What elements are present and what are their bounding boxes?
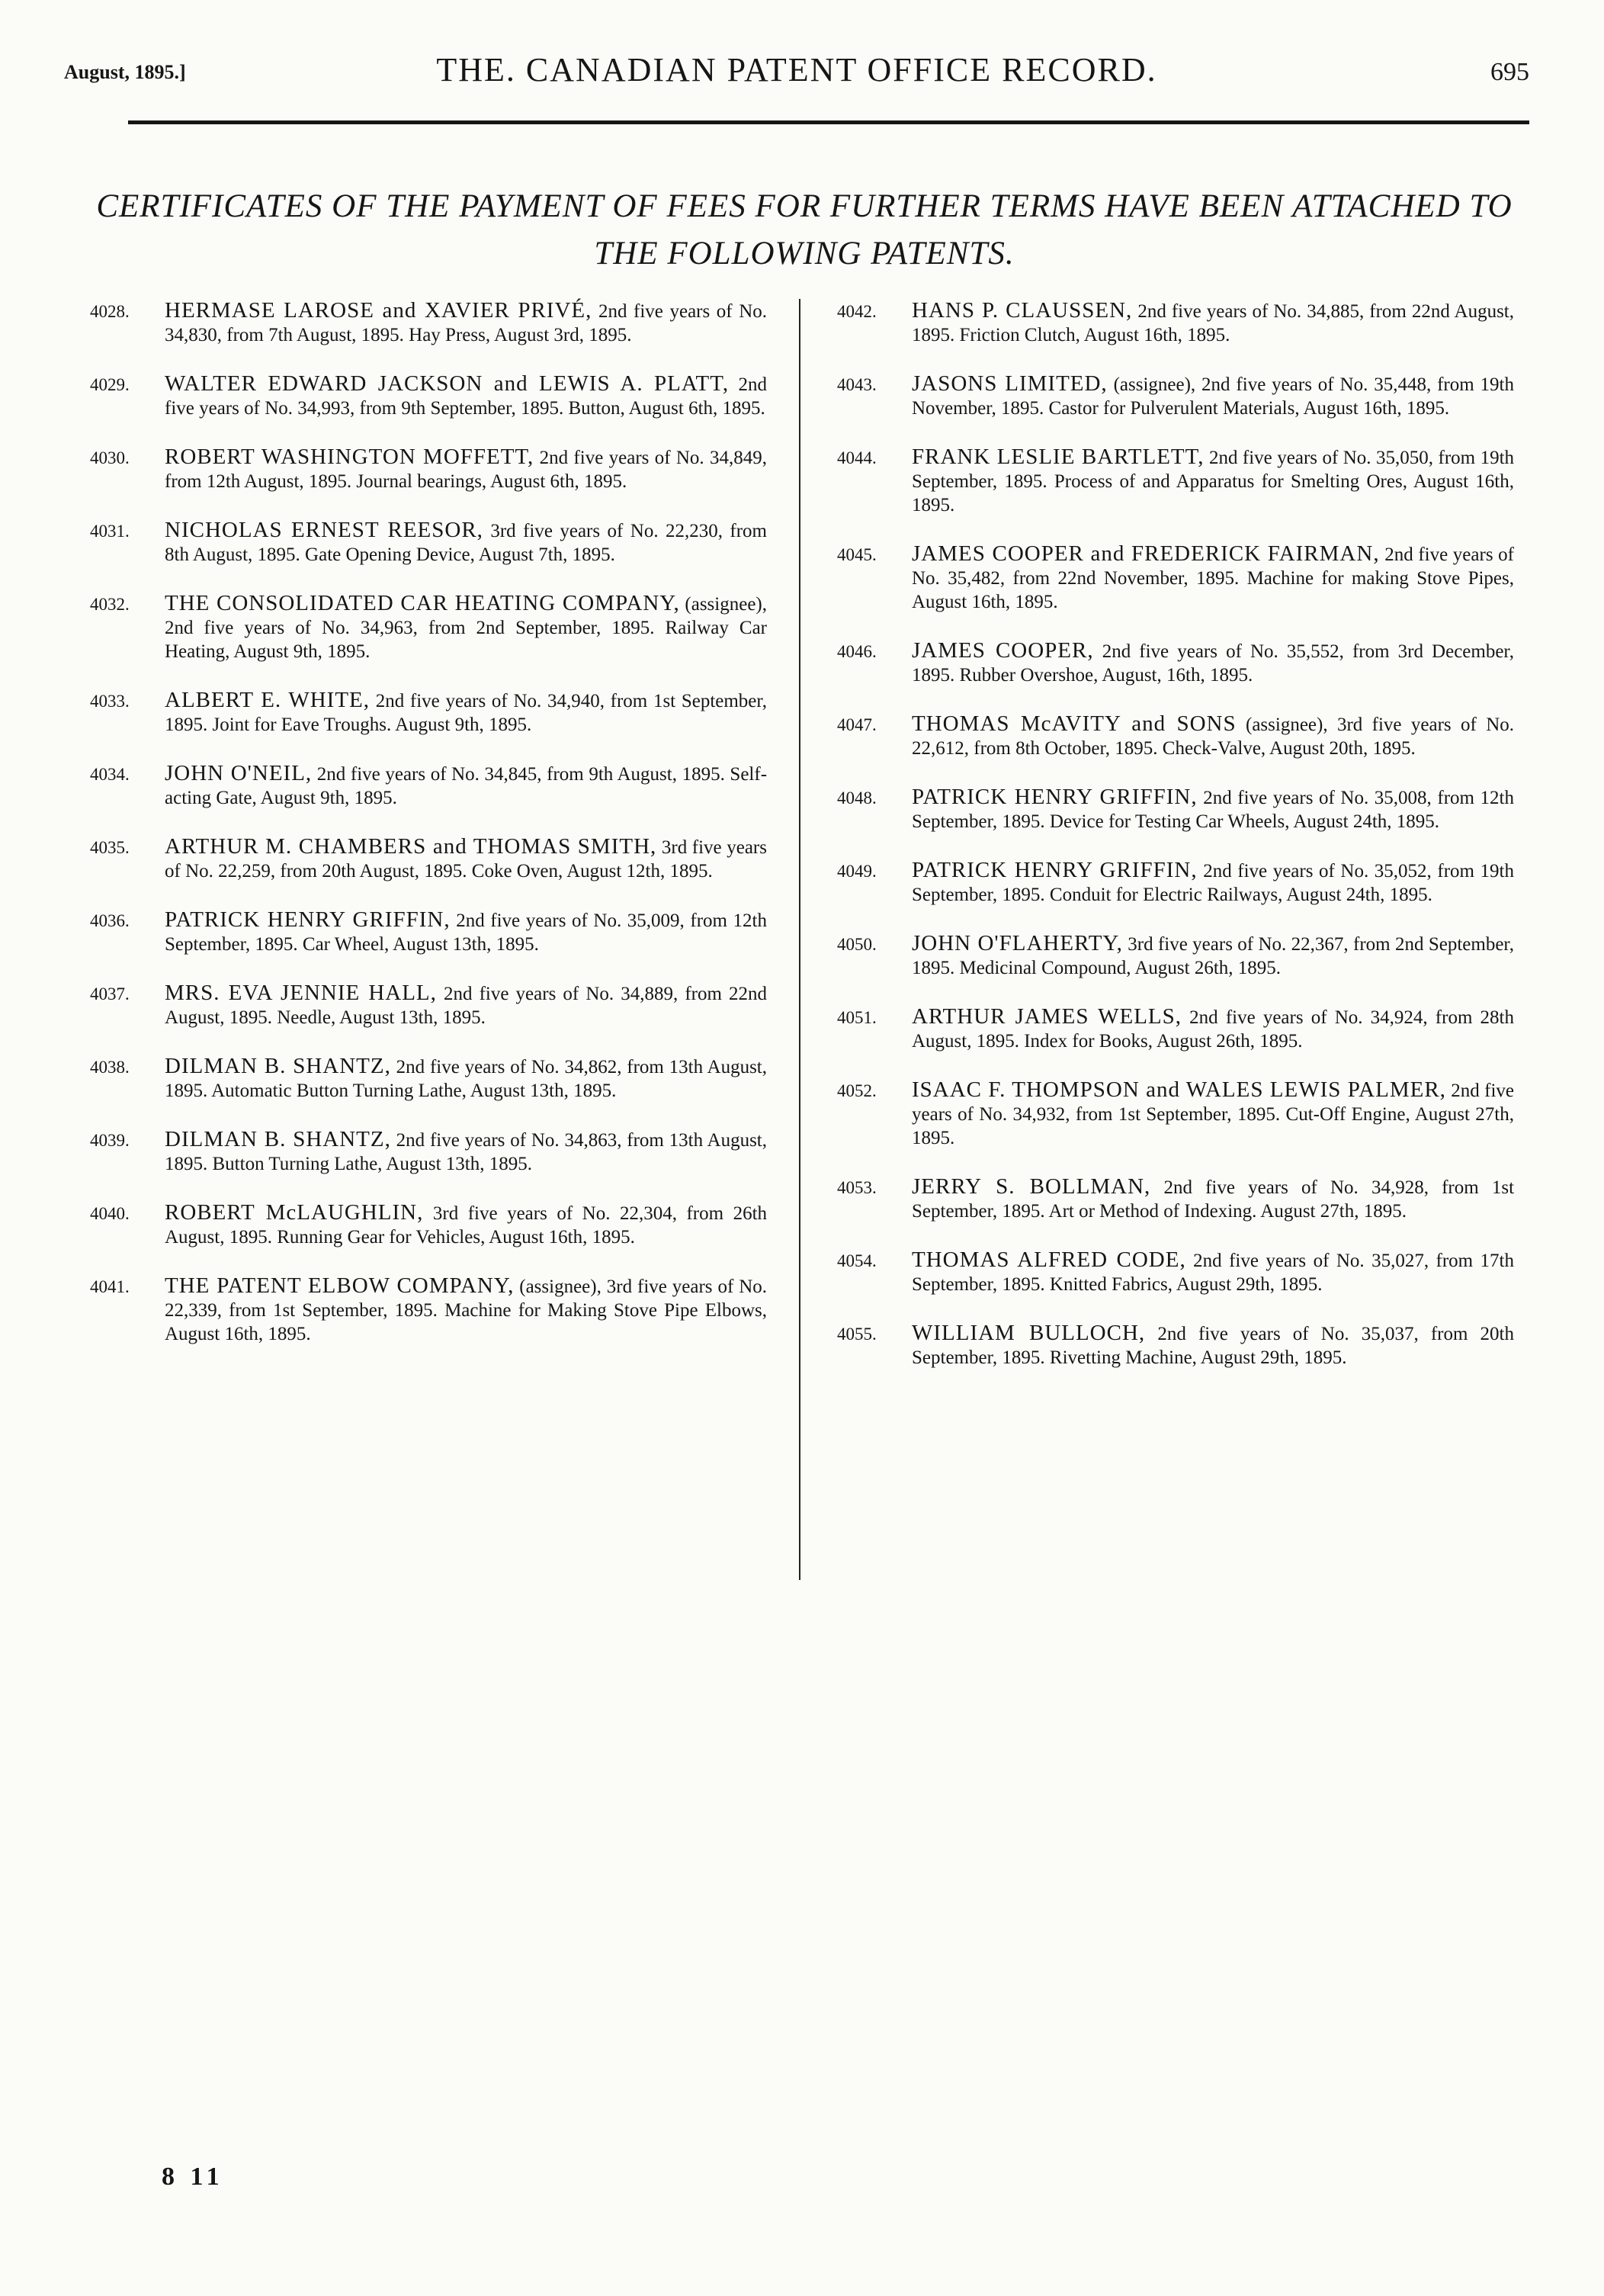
patent-entry	[90, 762, 767, 810]
patentee-name: PATRICK HENRY GRIFFIN,	[912, 785, 1198, 809]
patent-entry	[837, 1078, 1514, 1150]
patentee-name: ALBERT E. WHITE,	[165, 688, 370, 712]
entry-description: 2nd five years of No. 34,863, from 13th August, 1895. Button Turning Lathe, August 13th, 1895.	[165, 1130, 768, 1174]
patentee-name: HERMASE LAROSE and XAVIER PRIVÉ,	[165, 298, 592, 323]
patentee-name: THOMAS McAVITY and SONS	[912, 711, 1237, 736]
entry-description: 2nd five years of No. 34,932, from 1st September, 1895. Cut-Off Engine, August 27th, 1895.	[912, 1081, 1514, 1148]
printer-signature: 8 11	[162, 2163, 224, 2191]
patentee-name: ISAAC F. THOMPSON and WALES LEWIS PALMER,	[912, 1077, 1446, 1102]
entry-number: 4051.	[837, 1008, 877, 1027]
entry-description: (assignee), 3rd five years of No. 22,612, from 8th October, 1895. Check-Valve, August 20th, 1895.	[912, 714, 1515, 759]
patentee-name: THOMAS ALFRED CODE,	[912, 1248, 1186, 1272]
patent-entry	[90, 519, 767, 567]
patentee-name: ROBERT WASHINGTON MOFFETT,	[165, 445, 534, 469]
section-heading-line-2: THE FOLLOWING PATENTS.	[594, 236, 1015, 271]
patentee-name: THE CONSOLIDATED CAR HEATING COMPANY,	[165, 591, 680, 615]
patentee-name: MRS. EVA JENNIE HALL,	[165, 981, 437, 1005]
entry-number: 4053.	[837, 1178, 877, 1197]
entry-number: 4044.	[837, 448, 877, 467]
issue-date: August, 1895.]	[64, 61, 186, 83]
patentee-name: WILLIAM BULLOCH,	[912, 1321, 1146, 1345]
entry-description: 2nd five years of No. 34,849, from 12th August, 1895. Journal bearings, August 6th, 1895.	[165, 448, 767, 492]
entry-number: 4033.	[90, 692, 130, 711]
entry-number: 4052.	[837, 1081, 877, 1100]
entry-number: 4028.	[90, 302, 130, 321]
column-divider	[799, 299, 800, 1580]
right-column	[837, 299, 1514, 1395]
patent-entry	[90, 372, 767, 420]
header-rule	[128, 120, 1529, 124]
patent-entry	[837, 1321, 1514, 1370]
entry-number: 4050.	[837, 935, 877, 954]
patent-entry	[90, 445, 767, 493]
entry-description: (assignee), 2nd five years of No. 35,448, from 19th November, 1895. Castor for Pulverulent Materials, August 16th, 1895.	[912, 374, 1514, 419]
patent-entry	[837, 1005, 1514, 1053]
patent-entry	[90, 1055, 767, 1103]
entry-number: 4041.	[90, 1277, 130, 1296]
entry-number: 4038.	[90, 1058, 130, 1077]
entry-description: 2nd five years of No. 35,052, from 19th September, 1895. Conduit for Electric Railways, August 24th, 1895.	[912, 861, 1514, 905]
page-number: 695	[1490, 58, 1529, 86]
entry-number: 4055.	[837, 1325, 877, 1344]
patentee-name: ARTHUR JAMES WELLS,	[912, 1004, 1182, 1029]
entry-number: 4047.	[837, 715, 877, 734]
patent-entry	[837, 932, 1514, 980]
patent-entry	[837, 1248, 1514, 1296]
patent-entry	[90, 689, 767, 737]
entry-description: (assignee), 3rd five years of No. 22,339, from 1st September, 1895. Machine for Making Stove Pipe Elbows, August 16th, 1895.	[165, 1276, 767, 1344]
patentee-name: PATRICK HENRY GRIFFIN,	[912, 858, 1198, 882]
patentee-name: JERRY S. BOLLMAN,	[912, 1174, 1151, 1199]
entry-number: 4034.	[90, 765, 130, 784]
entry-description: 2nd five years of No. 34,889, from 22nd August, 1895. Needle, August 13th, 1895.	[165, 984, 768, 1028]
entry-description: 3rd five years of No. 22,367, from 2nd September, 1895. Medicinal Compound, August 26th, 1895.	[912, 934, 1515, 978]
entry-number: 4037.	[90, 984, 130, 1003]
entry-number: 4045.	[837, 545, 877, 564]
entry-number: 4030.	[90, 448, 130, 467]
entry-description: 3rd five years of No. 22,259, from 20th August, 1895. Coke Oven, August 12th, 1895.	[165, 837, 767, 881]
patent-entry	[90, 981, 767, 1029]
entry-description: 2nd five years of No. 34,830, from 7th August, 1895. Hay Press, August 3rd, 1895.	[165, 301, 767, 345]
patent-entry	[90, 1274, 767, 1346]
entry-description: 2nd five years of No. 35,552, from 3rd December, 1895. Rubber Overshoe, August, 16th, 1895.	[912, 641, 1515, 686]
entry-number: 4048.	[837, 788, 877, 808]
entry-number: 4054.	[837, 1251, 877, 1270]
patentee-name: FRANK LESLIE BARTLETT,	[912, 445, 1205, 469]
entry-description: 2nd five years of No. 34,885, from 22nd August, 1895. Friction Clutch, August 16th, 1895.	[912, 301, 1514, 345]
entry-description: 2nd five years of No. 34,924, from 28th August, 1895. Index for Books, August 26th, 1895.	[912, 1007, 1514, 1052]
patentee-name: DILMAN B. SHANTZ,	[165, 1127, 391, 1151]
patent-entry	[90, 908, 767, 956]
entry-description: 2nd five years of No. 35,009, from 12th September, 1895. Car Wheel, August 13th, 1895.	[165, 910, 767, 955]
entry-number: 4049.	[837, 862, 877, 881]
entry-number: 4035.	[90, 838, 130, 857]
entry-description: 2nd five years of No. 34,940, from 1st September, 1895. Joint for Eave Troughs. August 9th, 1895.	[165, 691, 767, 735]
entry-number: 4031.	[90, 522, 130, 541]
page-header	[64, 50, 1529, 96]
entry-number: 4039.	[90, 1131, 130, 1150]
patent-entry	[90, 592, 767, 663]
patent-entry	[837, 712, 1514, 760]
entry-number: 4040.	[90, 1204, 130, 1223]
patent-entry	[90, 1128, 767, 1176]
entry-description: 2nd five years of No. 34,862, from 13th August, 1895. Automatic Button Turning Lathe, August 13th, 1895.	[165, 1057, 768, 1101]
patentee-name: JOHN O'NEIL,	[165, 761, 313, 785]
entry-description: 2nd five years of No. 35,050, from 19th September, 1895. Process of and Apparatus for Smelting Ores, August 16th, 1895.	[912, 448, 1515, 515]
patent-entry	[837, 299, 1514, 347]
patentee-name: ROBERT McLAUGHLIN,	[165, 1200, 424, 1225]
entry-number: 4032.	[90, 595, 130, 614]
patentee-name: WALTER EDWARD JACKSON and LEWIS A. PLATT,	[165, 371, 730, 396]
patent-entry	[837, 542, 1514, 614]
patentee-name: JAMES COOPER and FREDERICK FAIRMAN,	[912, 541, 1380, 566]
entry-description: 2nd five years of No. 35,008, from 12th September, 1895. Device for Testing Car Wheels, August 24th, 1895.	[912, 788, 1514, 832]
patent-entry	[837, 372, 1514, 420]
patent-entry	[837, 445, 1514, 517]
patentee-name: DILMAN B. SHANTZ,	[165, 1054, 391, 1078]
patentee-name: JOHN O'FLAHERTY,	[912, 931, 1123, 955]
patent-entry	[90, 1201, 767, 1249]
patentee-name: JAMES COOPER,	[912, 638, 1094, 663]
patentee-name: HANS P. CLAUSSEN,	[912, 298, 1133, 323]
patent-entry	[837, 639, 1514, 687]
entry-description: 2nd five years of No. 35,037, from 20th September, 1895. Rivetting Machine, August 29th, 1895.	[912, 1324, 1514, 1368]
section-heading-line-1: CERTIFICATES OF THE PAYMENT OF FEES FOR FURTHER TERMS HAVE BEEN ATTACHED TO	[96, 188, 1513, 224]
publication-title: THE. CANADIAN PATENT OFFICE RECORD.	[436, 51, 1157, 88]
left-column	[90, 299, 767, 1371]
entry-description: 2nd five years of No. 34,993, from 9th September, 1895. Button, August 6th, 1895.	[165, 374, 767, 419]
entry-description: 2nd five years of No. 34,928, from 1st September, 1895. Art or Method of Indexing. August 27th, 1895.	[912, 1177, 1515, 1222]
patentee-name: JASONS LIMITED,	[912, 371, 1108, 396]
entry-description: (assignee), 2nd five years of No. 34,963, from 2nd September, 1895. Railway Car Heating, August 9th, 1895.	[165, 594, 767, 662]
entry-number: 4043.	[837, 375, 877, 394]
patentee-name: NICHOLAS ERNEST REESOR,	[165, 518, 483, 542]
entry-number: 4029.	[90, 375, 130, 394]
patentee-name: ARTHUR M. CHAMBERS and THOMAS SMITH,	[165, 834, 657, 859]
entry-description: 2nd five years of No. 35,027, from 17th September, 1895. Knitted Fabrics, August 29th, 1895.	[912, 1251, 1514, 1295]
entry-description: 2nd five years of No. 35,482, from 22nd November, 1895. Machine for making Stove Pipes, August 16th, 1895.	[912, 544, 1514, 612]
patent-entry	[837, 859, 1514, 907]
entry-description: 3rd five years of No. 22,304, from 26th August, 1895. Running Gear for Vehicles, August 16th, 1895.	[165, 1203, 768, 1248]
patent-entry	[837, 785, 1514, 833]
patent-entry	[837, 1175, 1514, 1223]
section-heading	[84, 183, 1525, 278]
entry-description: 3rd five years of No. 22,230, from 8th August, 1895. Gate Opening Device, August 7th, 1895.	[165, 521, 767, 565]
entry-number: 4036.	[90, 911, 130, 930]
patentee-name: PATRICK HENRY GRIFFIN,	[165, 907, 451, 932]
patent-entry	[90, 299, 767, 347]
entry-number: 4042.	[837, 302, 877, 321]
patentee-name: THE PATENT ELBOW COMPANY,	[165, 1273, 515, 1298]
entry-number: 4046.	[837, 642, 877, 661]
patent-entry	[90, 835, 767, 883]
entry-description: 2nd five years of No. 34,845, from 9th August, 1895. Self-acting Gate, August 9th, 1895.	[165, 764, 768, 808]
